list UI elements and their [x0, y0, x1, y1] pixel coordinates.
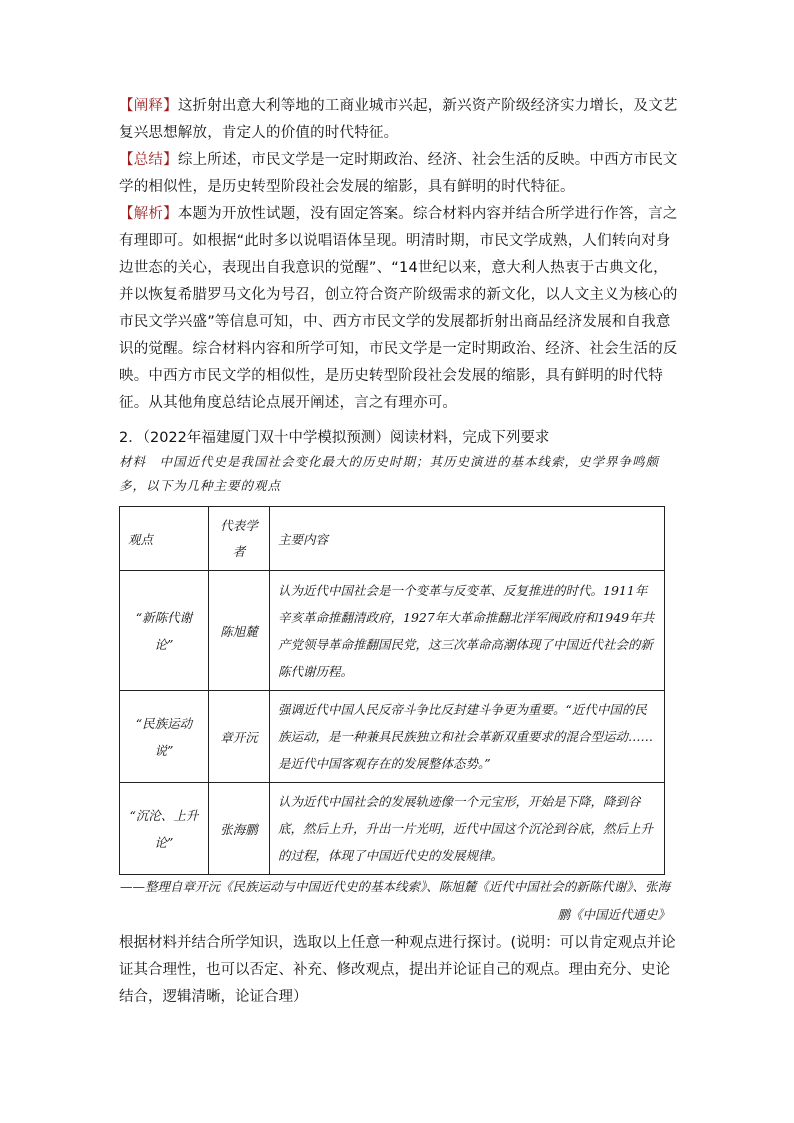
table-header-row — [120, 507, 665, 571]
header-scholar: 代表学者 — [209, 507, 270, 571]
explanation-paragraph — [119, 93, 679, 147]
question-prompt: 阅读材料，完成下列要求 — [389, 430, 550, 446]
table-row — [120, 571, 665, 691]
question-source: （2022年福建厦门双十中学模拟预测） — [142, 430, 390, 446]
analysis-text: 本题为开放性试题，没有固定答案。综合材料内容并结合所学进行作答，言之有理即可。如根据“此时多以说唱语体呈现。明清时期，市民文学成熟，人们转向对身边世态的关心，表现出自我意识的觉醒”、“14世纪以来，意大利人热衷于古典文化，并以恢复希腊罗马文化为号召，创立符合资产阶级需求的新文化，以人文主义为核心的市民文学兴盛”等信息可知，中、西方市民文学的发展都折射出商品经济发展和自我意识的觉醒。综合材料内容和所学可知，市民文学是一定时期政治、经济、社会生活的反映。中西方市民文学的相似性，是历史转型阶段社会发展的缩影，具有鲜明的时代特征。从其他角度总结论点展开阐述，言之有理亦可。 — [119, 206, 678, 411]
row-content: 认为近代中国社会的发展轨迹像一个元宝形，开始是下降，降到谷底，然后上升，升出一片光明，近代中国这个沉沦到谷底，然后上升的过程，体现了中国近代史的发展规律。 — [270, 783, 665, 875]
row-scholar: 张海鹏 — [209, 783, 270, 875]
row-content: 强调近代中国人民反帝斗争比反封建斗争更为重要。“近代中国的民族运动，是一种兼具民族独立和社会革新双重要求的混合型运动……是近代中国客观存在的发展整体态势。” — [270, 691, 665, 783]
row-content: 认为近代中国社会是一个变革与反变革、反复推进的时代。1911年辛亥革命推翻清政府，1927年大革命推翻北洋军阀政府和1949年共产党领导革命推翻国民党，这三次革命高潮体现了中国近代社会的新陈代谢历程。 — [270, 571, 665, 691]
summary-paragraph — [119, 147, 679, 201]
header-content: 主要内容 — [270, 507, 665, 571]
row-scholar: 陈旭麓 — [209, 571, 270, 691]
question-heading — [119, 428, 679, 448]
row-scholar: 章开沅 — [209, 691, 270, 783]
source-note: ——整理自章开沅《民族运动与中国近代史的基本线索》、陈旭麓《近代中国社会的新陈代谢》、张海鹏《中国近代通史》 — [119, 879, 670, 922]
instruction-text: 根据材料并结合所学知识，选取以上任意一种观点进行探讨。(说明：可以肯定观点并论证其合理性，也可以否定、补充、修改观点，提出并论证自己的观点。理由充分、史论结合，逻辑清晰，论证合理） — [119, 935, 676, 1005]
table-row — [120, 691, 665, 783]
summary-text: 综上所述，市民文学是一定时期政治、经济、社会生活的反映。中西方市民文学的相似性，是历史转型阶段社会发展的缩影，具有鲜明的时代特征。 — [119, 152, 678, 195]
explanation-tag: 【阐释】 — [119, 98, 178, 114]
row-view: “民族运动说” — [120, 691, 209, 783]
analysis-paragraph — [119, 201, 679, 417]
views-table — [119, 506, 665, 875]
question-number: 2． — [119, 430, 143, 446]
row-view: “新陈代谢论” — [120, 571, 209, 691]
material-text: 材料 中国近代史是我国社会变化最大的历史时期；其历史演进的基本线索，史学界争鸣颇多，以下为几种主要的观点 — [119, 454, 660, 493]
analysis-tag: 【解析】 — [119, 206, 178, 222]
explanation-text: 这折射出意大利等地的工商业城市兴起，新兴资产阶级经济实力增长，及文艺复兴思想解放，肯定人的价值的时代特征。 — [119, 98, 678, 141]
row-view: “沉沦、上升论” — [120, 783, 209, 875]
table-row — [120, 783, 665, 875]
header-view: 观点 — [120, 507, 209, 571]
summary-tag: 【总结】 — [119, 152, 178, 168]
